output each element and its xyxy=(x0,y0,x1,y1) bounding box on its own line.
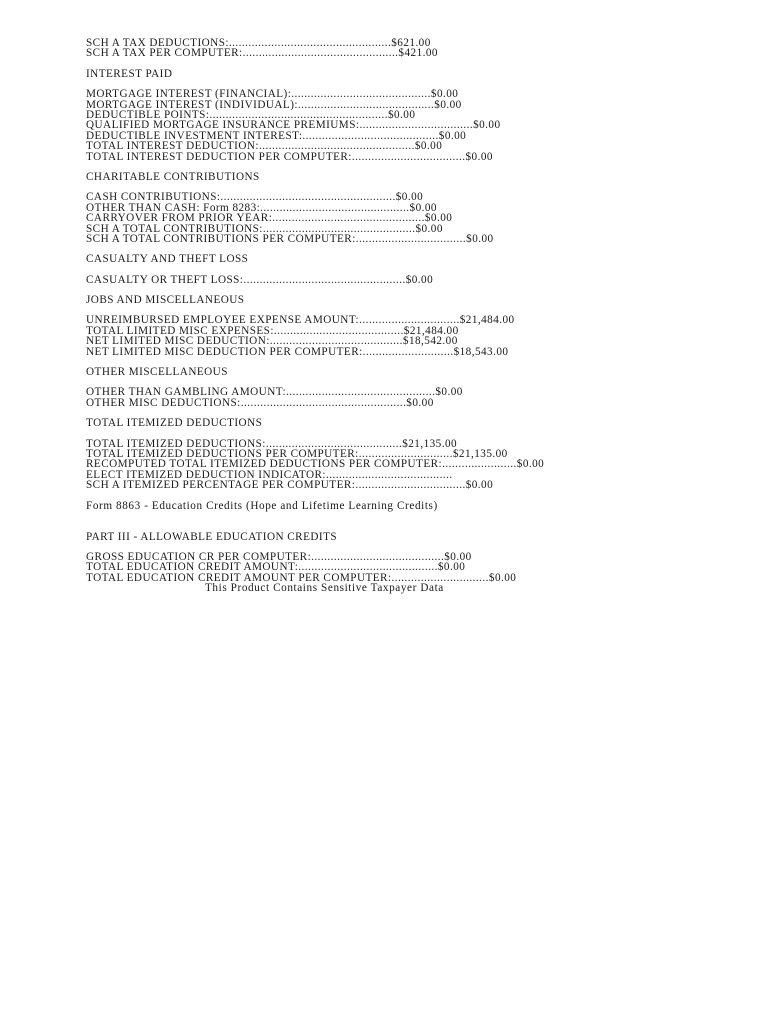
transcript-line: TOTAL EDUCATION CREDIT AMOUNT PER COMPUTER:..............................$0.00 xyxy=(86,572,517,584)
transcript-line: CASUALTY OR THEFT LOSS:..................................................$0.00 xyxy=(86,274,434,286)
transcript-line: GROSS EDUCATION CR PER COMPUTER:.........................................$0.00 xyxy=(86,552,472,563)
transcript-line: SCH A TAX PER COMPUTER:................................................$421.00 xyxy=(86,48,438,59)
transcript-line: DEDUCTIBLE INVESTMENT INTEREST:..........................................$0.00 xyxy=(86,130,467,142)
transcript-line: NET LIMITED MISC DEDUCTION:.........................................$18,542.00 xyxy=(86,336,458,347)
transcript-line: QUALIFIED MORTGAGE INSURANCE PREMIUMS:...................................$0.00 xyxy=(86,120,501,131)
transcript-line: OTHER THAN GAMBLING AMOUNT:..............................................$0.00 xyxy=(86,387,463,398)
section-heading: CHARITABLE CONTRIBUTIONS xyxy=(86,170,260,183)
transcript-line: TOTAL INTEREST DEDUCTION:................................................$0.00 xyxy=(86,141,443,152)
transcript-line: TOTAL LIMITED MISC EXPENSES:........................................$21,484.00 xyxy=(86,325,459,337)
transcript-line: TOTAL INTEREST DEDUCTION PER COMPUTER:...................................$0.00 xyxy=(86,151,493,162)
section-heading: INTEREST PAID xyxy=(86,67,173,80)
transcript-line: MORTGAGE INTEREST (FINANCIAL):...........................................$0.00 xyxy=(86,89,459,100)
transcript-line: CASH CONTRIBUTIONS:......................................................$0.00 xyxy=(86,192,424,203)
transcript-line: SCH A TOTAL CONTRIBUTIONS PER COMPUTER:..................................$0.00 xyxy=(86,233,494,245)
transcript-line: DEDUCTIBLE POINTS:.......................................................$0.00 xyxy=(86,109,416,121)
transcript-line: MORTGAGE INTEREST (INDIVIDUAL):..........................................$0.00 xyxy=(86,99,462,110)
transcript-line: ELECT ITEMIZED DEDUCTION INDICATOR:....................................... xyxy=(86,469,453,481)
transcript-line: TOTAL ITEMIZED DEDUCTIONS PER COMPUTER:.............................$21,135.00 xyxy=(86,449,508,460)
transcript-line: OTHER MISC DEDUCTIONS:...................................................$0.00 xyxy=(86,397,434,409)
tax-transcript-page xyxy=(86,38,686,594)
transcript-line: TOTAL EDUCATION CREDIT AMOUNT:...........................................$0.00 xyxy=(86,562,466,573)
transcript-line: NET LIMITED MISC DEDUCTION PER COMPUTER:............................$18,543.00 xyxy=(86,346,509,358)
section-heading: PART III - ALLOWABLE EDUCATION CREDITS xyxy=(86,530,338,543)
transcript-line: SCH A ITEMIZED PERCENTAGE PER COMPUTER:..................................$0.00 xyxy=(86,480,494,491)
transcript-line: UNREIMBURSED EMPLOYEE EXPENSE AMOUNT:...............................$21,484.00 xyxy=(86,315,515,326)
section-heading: OTHER MISCELLANEOUS xyxy=(86,366,228,379)
transcript-line: SCH A TOTAL CONTRIBUTIONS:...............................................$0.00 xyxy=(86,223,443,234)
form-title: Form 8863 - Education Credits (Hope and Lifetime Learning Credits) xyxy=(86,499,438,512)
section-heading: CASUALTY AND THEFT LOSS xyxy=(86,253,249,266)
transcript-line: CARRYOVER FROM PRIOR YEAR:...............................................$0.00 xyxy=(86,213,453,224)
sensitive-data-footer: This Product Contains Sensitive Taxpayer Data xyxy=(205,582,444,595)
section-heading: JOBS AND MISCELLANEOUS xyxy=(86,294,245,307)
section-heading: TOTAL ITEMIZED DEDUCTIONS xyxy=(86,417,263,430)
transcript-line: OTHER THAN CASH: Form 8283:..............................................$0.00 xyxy=(86,202,437,214)
transcript-line: RECOMPUTED TOTAL ITEMIZED DEDUCTIONS PER COMPUTER:.......................$0.00 xyxy=(86,459,545,470)
transcript-line: SCH A TAX DEDUCTIONS:..................................................$621.00 xyxy=(86,38,431,49)
transcript-line: TOTAL ITEMIZED DEDUCTIONS:..........................................$21,135.00 xyxy=(86,438,458,450)
